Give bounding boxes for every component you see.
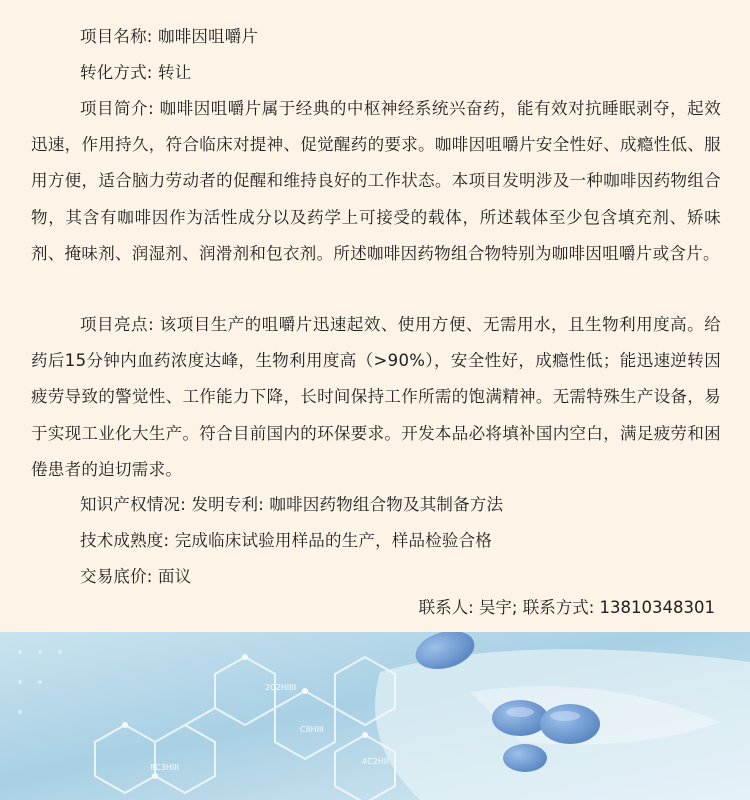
transaction-price: 交易底价: 面议 <box>80 567 192 586</box>
contact-info: 联系人: 吴宇; 联系方式: 13810348301 <box>418 598 715 617</box>
technology-maturity: 技术成熟度: 完成临床试验用样品的生产，样品检验合格 <box>80 531 493 550</box>
project-name: 项目名称: 咖啡因咀嚼片 <box>80 27 259 46</box>
molecule-label-3: 8C3HIII <box>150 763 179 772</box>
banner-illustration <box>0 632 750 800</box>
molecule-label-2: C8HIII <box>300 725 324 734</box>
project-highlights: 项目亮点: 该项目生产的咀嚼片迅速起效、使用方便、无需用水，且生物利用度高。给药后15分钟内血药浓度达峰，生物利用度高（>90%），安全性好，成瘾性低；能迅速逆转因疲劳导致的警觉性、工作能力下降，长时间保持工作所需的饱满精神。无需特殊生产设备，易于实现工业化大生产。符合目前国内的环保要求。开发本品必将填补国内空白，满足疲劳和困倦患者的迫切需求。 <box>31 315 721 479</box>
pharma-banner-image <box>0 632 750 800</box>
project-intro: 项目简介: 咖啡因咀嚼片属于经典的中枢神经系统兴奋药，能有效对抗睡眠剥夺，起效迅速，作用持久，符合临床对提神、促觉醒药的要求。咖啡因咀嚼片安全性好、成瘾性低、服用方便，适合脑力劳动者的促醒和维持良好的工作状态。本项目发明涉及一种咖啡因药物组合物，其含有咖啡因作为活性成分以及药学上可接受的载体，所述载体至少包含填充剂、矫味剂、掩味剂、润湿剂、润滑剂和包衣剂。所述咖啡因药物组合物特别为咖啡因咀嚼片或含片。 <box>31 99 721 263</box>
molecule-label-1: 2C2HIIII <box>265 683 297 692</box>
molecule-label-4: 4C2HII <box>362 757 389 766</box>
ip-status: 知识产权情况: 发明专利: 咖啡因药物组合物及其制备方法 <box>80 495 504 514</box>
transfer-method: 转化方式: 转让 <box>80 63 192 82</box>
